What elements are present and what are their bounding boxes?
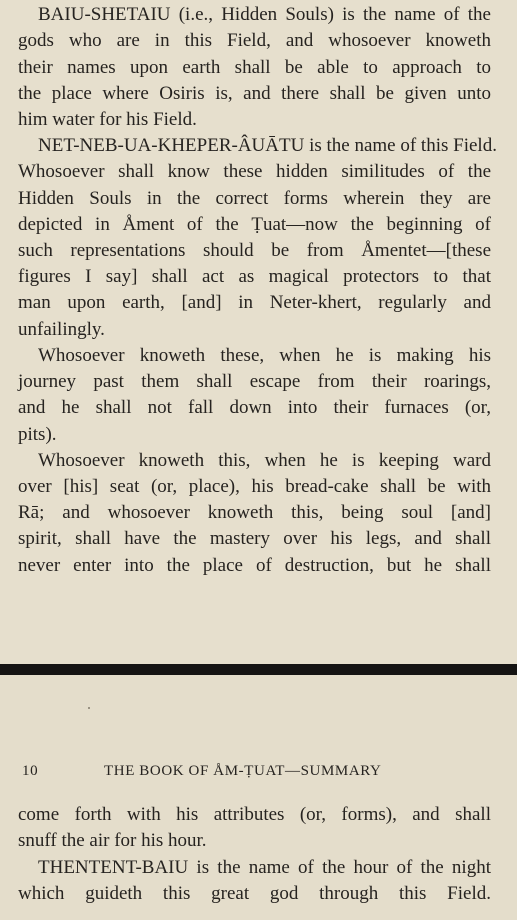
text-line: figures I say] shall act as magical protectors to that (18, 266, 491, 287)
text-line: NET-NEB-UA-KHEPER-ÂUĀTU is the name of this Field. (38, 135, 497, 156)
text-line: BAIU-SHETAIU (i.e., Hidden Souls) is the name of the (38, 4, 491, 25)
page-number: 10 (22, 763, 39, 779)
text-line: spirit, shall have the mastery over his legs, and shall (18, 528, 491, 549)
text-line: Whosoever knoweth these, when he is making his (38, 345, 491, 366)
text-line: Whosoever shall know these hidden similitudes of the (18, 161, 491, 182)
text-line: journey past them shall escape from their roarings, (18, 371, 491, 392)
text-line: and he shall not fall down into their furnaces (or, (18, 397, 491, 418)
page-divider (0, 664, 517, 675)
text-line: unfailingly. (18, 319, 105, 340)
text-line: Rā; and whosoever knoweth this, being soul [and] (18, 502, 491, 523)
text-line: Whosoever knoweth this, when he is keeping ward (38, 450, 491, 471)
text-line: THENTENT-BAIU is the name of the hour of the night (38, 857, 491, 878)
page-header (22, 763, 502, 787)
text-line: their names upon earth shall be able to approach to (18, 57, 491, 78)
text-line: him water for his Field. (18, 109, 197, 130)
text-line: pits). (18, 424, 57, 445)
running-head: THE BOOK OF ÅM-ṬUAT—SUMMARY (104, 763, 382, 779)
text-line: come forth with his attributes (or, forms), and shall (18, 804, 491, 825)
paper-speck (88, 707, 90, 709)
text-line: the place where Osiris is, and there shall be given unto (18, 83, 491, 104)
text-line: over [his] seat (or, place), his bread-cake shall be with (18, 476, 491, 497)
text-line: depicted in Åment of the Ṭuat—now the beginning of (18, 214, 491, 235)
text-line: which guideth this great god through this Field. (18, 883, 491, 904)
text-line: man upon earth, [and] in Neter-khert, regularly and (18, 292, 491, 313)
text-line: never enter into the place of destruction, but he shall (18, 555, 491, 576)
text-line: snuff the air for his hour. (18, 830, 207, 851)
text-line: such representations should be from Åmentet—[these (18, 240, 491, 261)
text-line: gods who are in this Field, and whosoever knoweth (18, 30, 491, 51)
text-line: Hidden Souls in the correct forms wherein they are (18, 188, 491, 209)
